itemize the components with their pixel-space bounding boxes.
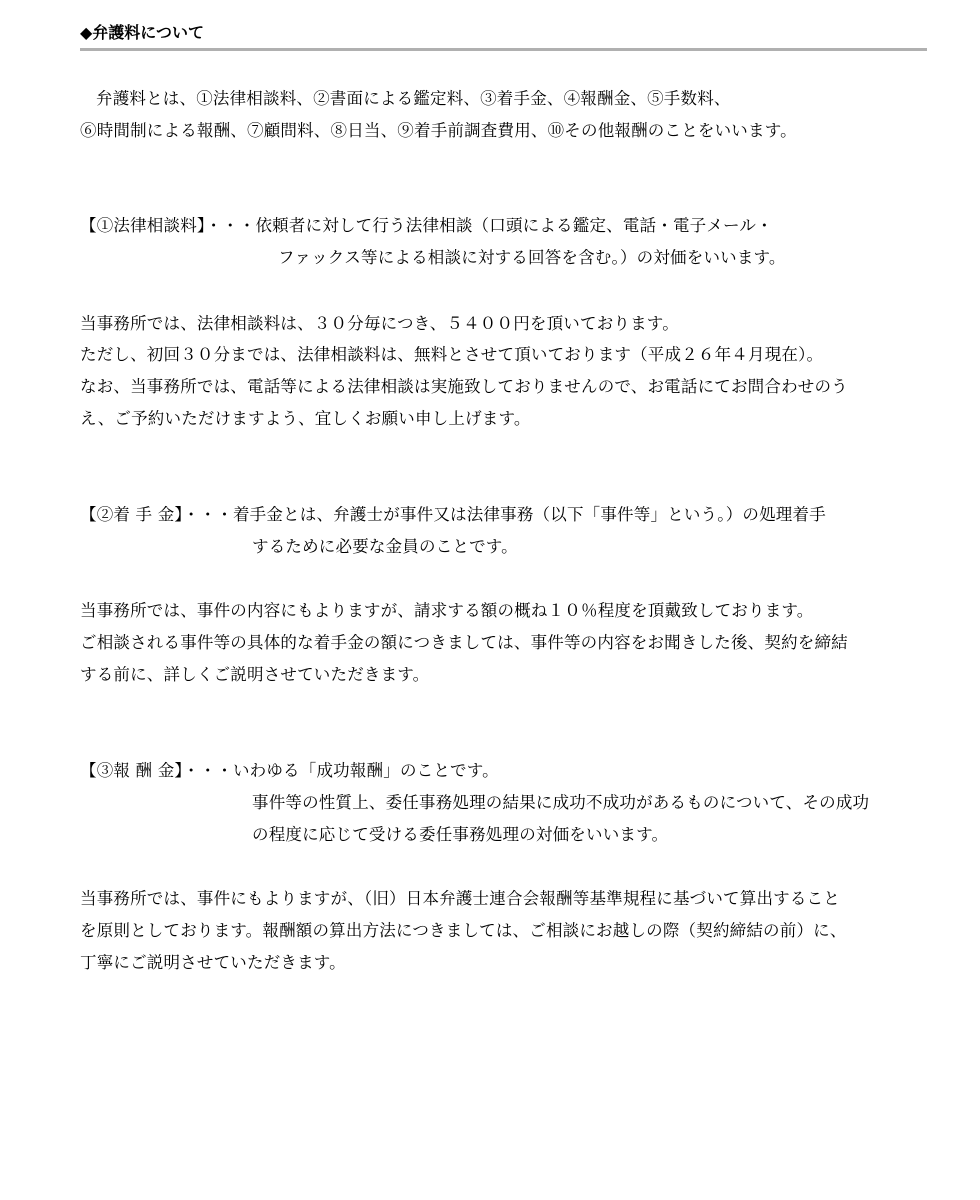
reward-definition-line-3: の程度に応じて受ける委任事務処理の対価をいいます。 [252,825,669,844]
consultation-definition-line-2: ファックス等による相談に対する回答を含む。）の対価をいいます。 [278,248,786,267]
title-divider [80,48,927,51]
consultation-definition-line-1: 【①法律相談料】・・・依頼者に対して行う法律相談（口頭による鑑定、電話・電子メール・ [80,216,773,235]
reward-paragraph-line-3: 丁寧にご説明させていただきます。 [80,953,346,972]
retainer-definition-line-2: するために必要な金員のことです。 [252,537,518,556]
retainer-definition-line-1: 【②着 手 金】・・・着手金とは、弁護士が事件又は法律事務（以下「事件等」という。）の処理着手 [80,505,826,524]
intro-line-1: 弁護料とは、①法律相談料、②書面による鑑定料、③着手金、④報酬金、⑤手数料、 [96,89,731,108]
consultation-paragraph-line-3: なお、当事務所では、電話等による法律相談は実施致しておりませんので、お電話にてお問合わせのう [80,377,848,396]
intro-line-2: ⑥時間制による報酬、⑦顧問料、⑧日当、⑨着手前調査費用、⑩その他報酬のことをいいます。 [80,121,797,140]
reward-paragraph-line-1: 当事務所では、事件にもよりますが、（旧）日本弁護士連合会報酬等基準規程に基づいて算出すること [80,889,840,908]
page-title: ◆弁護料について [80,23,204,42]
reward-definition-line-2: 事件等の性質上、委任事務処理の結果に成功不成功があるものについて、その成功 [252,793,870,812]
retainer-paragraph-line-2: ご相談される事件等の具体的な着手金の額につきましては、事件等の内容をお聞きした後、契約を締結 [80,633,848,652]
retainer-paragraph-line-3: する前に、詳しくご説明させていただきます。 [80,665,430,684]
consultation-paragraph-line-4: え、ご予約いただけますよう、宜しくお願い申し上げます。 [80,409,531,428]
reward-definition-line-1: 【③報 酬 金】・・・いわゆる「成功報酬」のことです。 [80,761,499,780]
consultation-paragraph-line-1: 当事務所では、法律相談料は、３０分毎につき、５４００円を頂いております。 [80,314,679,333]
consultation-paragraph-line-2: ただし、初回３０分までは、法律相談料は、無料とさせて頂いております（平成２６年４月現在）。 [80,345,824,364]
retainer-paragraph-line-1: 当事務所では、事件の内容にもよりますが、請求する額の概ね１０％程度を頂戴致しております。 [80,601,814,620]
reward-paragraph-line-2: を原則としております。報酬額の算出方法につきましては、ご相談にお越しの際（契約締結の前）に、 [80,921,847,940]
